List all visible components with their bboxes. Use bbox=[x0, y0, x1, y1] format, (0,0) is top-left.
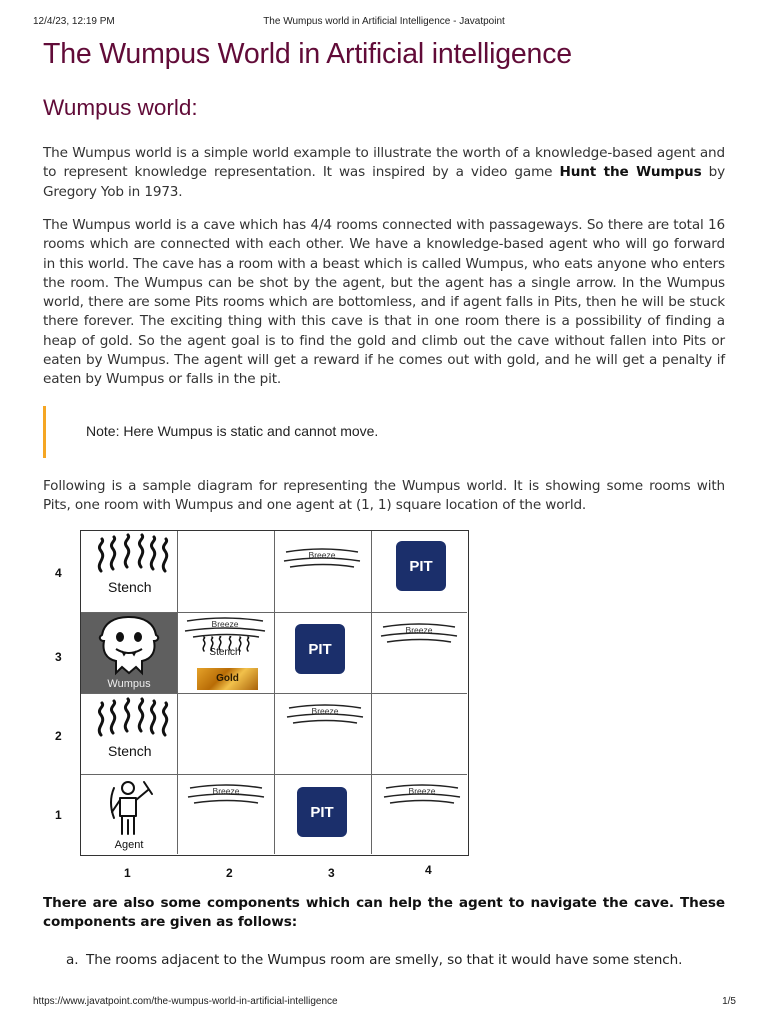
note-text: Note: Here Wumpus is static and cannot move. bbox=[86, 423, 379, 439]
row-label-1: 1 bbox=[55, 808, 62, 822]
breeze-label: Breeze bbox=[211, 619, 239, 629]
stench-label: Stench bbox=[108, 743, 152, 759]
col-label-4: 4 bbox=[425, 863, 432, 877]
breeze-label: Breeze bbox=[408, 786, 436, 796]
pit-4-4: PIT bbox=[396, 541, 446, 591]
grid-cell-3-4 bbox=[275, 531, 372, 613]
hunt-the-wumpus-bold: Hunt the Wumpus bbox=[559, 164, 702, 181]
pit-3-3: PIT bbox=[295, 624, 345, 674]
pit-3-1: PIT bbox=[297, 787, 347, 837]
print-tab-title: The Wumpus world in Artificial Intelligence - Javatpoint bbox=[263, 16, 505, 27]
list-item-text: The rooms adjacent to the Wumpus room are smelly, so that it would have some stench. bbox=[86, 952, 683, 968]
grid-cell-2-2 bbox=[178, 694, 275, 775]
row-label-3: 3 bbox=[55, 650, 62, 664]
wumpus-monster-icon bbox=[96, 615, 162, 677]
stench-waves-icon bbox=[93, 533, 173, 575]
col-label-2: 2 bbox=[226, 866, 233, 880]
breeze-label: Breeze bbox=[308, 550, 336, 560]
breeze-2-1 bbox=[186, 783, 266, 805]
breeze-3-2 bbox=[285, 703, 365, 725]
intro-paragraph bbox=[43, 144, 725, 202]
row-label-2: 2 bbox=[55, 729, 62, 743]
grid-cell-4-2 bbox=[372, 694, 467, 775]
stench-small-label: Stench bbox=[209, 647, 241, 658]
breeze-label: Breeze bbox=[405, 625, 433, 635]
breeze-4-1 bbox=[382, 783, 462, 805]
intro-text-start: The Wumpus world is a simple world example to illustrate the worth of a knowledge-based agent and to represent knowledge representation. It was inspired by a video game bbox=[43, 145, 725, 181]
gold-heap: Gold bbox=[197, 668, 258, 690]
col-label-3: 3 bbox=[328, 866, 335, 880]
print-datetime: 12/4/23, 12:19 PM bbox=[33, 16, 115, 27]
page-title: The Wumpus World in Artificial intelligence bbox=[43, 38, 572, 70]
section-title: Wumpus world: bbox=[43, 95, 198, 120]
agent-label: Agent bbox=[114, 839, 144, 851]
breeze-3-4 bbox=[282, 547, 362, 569]
grid-cell-2-4 bbox=[178, 531, 275, 613]
print-page-number: 1/5 bbox=[722, 996, 736, 1007]
print-url: https://www.javatpoint.com/the-wumpus-world-in-artificial-intelligence bbox=[33, 996, 338, 1007]
components-intro: There are also some components which can help the agent to navigate the cave. These components are given as follows: bbox=[43, 895, 725, 931]
col-label-1: 1 bbox=[124, 866, 131, 880]
note-box bbox=[43, 406, 728, 458]
row-label-4: 4 bbox=[55, 566, 62, 580]
cave-description-paragraph: The Wumpus world is a cave which has 4/4 rooms connected with passageways. So there are total 16 rooms which are connected with each other. We have a knowledge-based agent who will go forward in this world. The cave has a room with a beast which is called Wumpus, who eats anyone who enters the room. The Wumpus can be shot by the agent, but the agent has a single arrow. In the Wumpus world, there are some Pits rooms which are bottomless, and if agent falls in Pits, then he will be stuck there forever. The exciting thing with this cave is that in one room there is a possibility of finding a heap of gold. So the agent goal is to find the gold and climb out the cave without fallen into Pits or eaten by Wumpus. The agent will get a reward if he comes out with gold, and he will get a penalty if eaten by Wumpus or falls in the pit. bbox=[43, 217, 725, 388]
diagram-intro-paragraph: Following is a sample diagram for representing the Wumpus world. It is showing some rooms with Pits, one room with Wumpus and one agent at (1, 1) square location of the world. bbox=[43, 478, 725, 514]
breeze-label: Breeze bbox=[212, 786, 240, 796]
stench-label: Stench bbox=[108, 579, 152, 595]
agent-figure-icon bbox=[104, 778, 154, 838]
list-marker: a. bbox=[66, 952, 79, 968]
breeze-4-3 bbox=[379, 622, 459, 644]
breeze-label: Breeze bbox=[311, 706, 339, 716]
list-item bbox=[66, 952, 682, 968]
wumpus-label: Wumpus bbox=[107, 678, 151, 690]
intro-text-end: by Gregory Yob in 1973. bbox=[43, 164, 725, 200]
stench-waves-icon bbox=[93, 697, 173, 739]
